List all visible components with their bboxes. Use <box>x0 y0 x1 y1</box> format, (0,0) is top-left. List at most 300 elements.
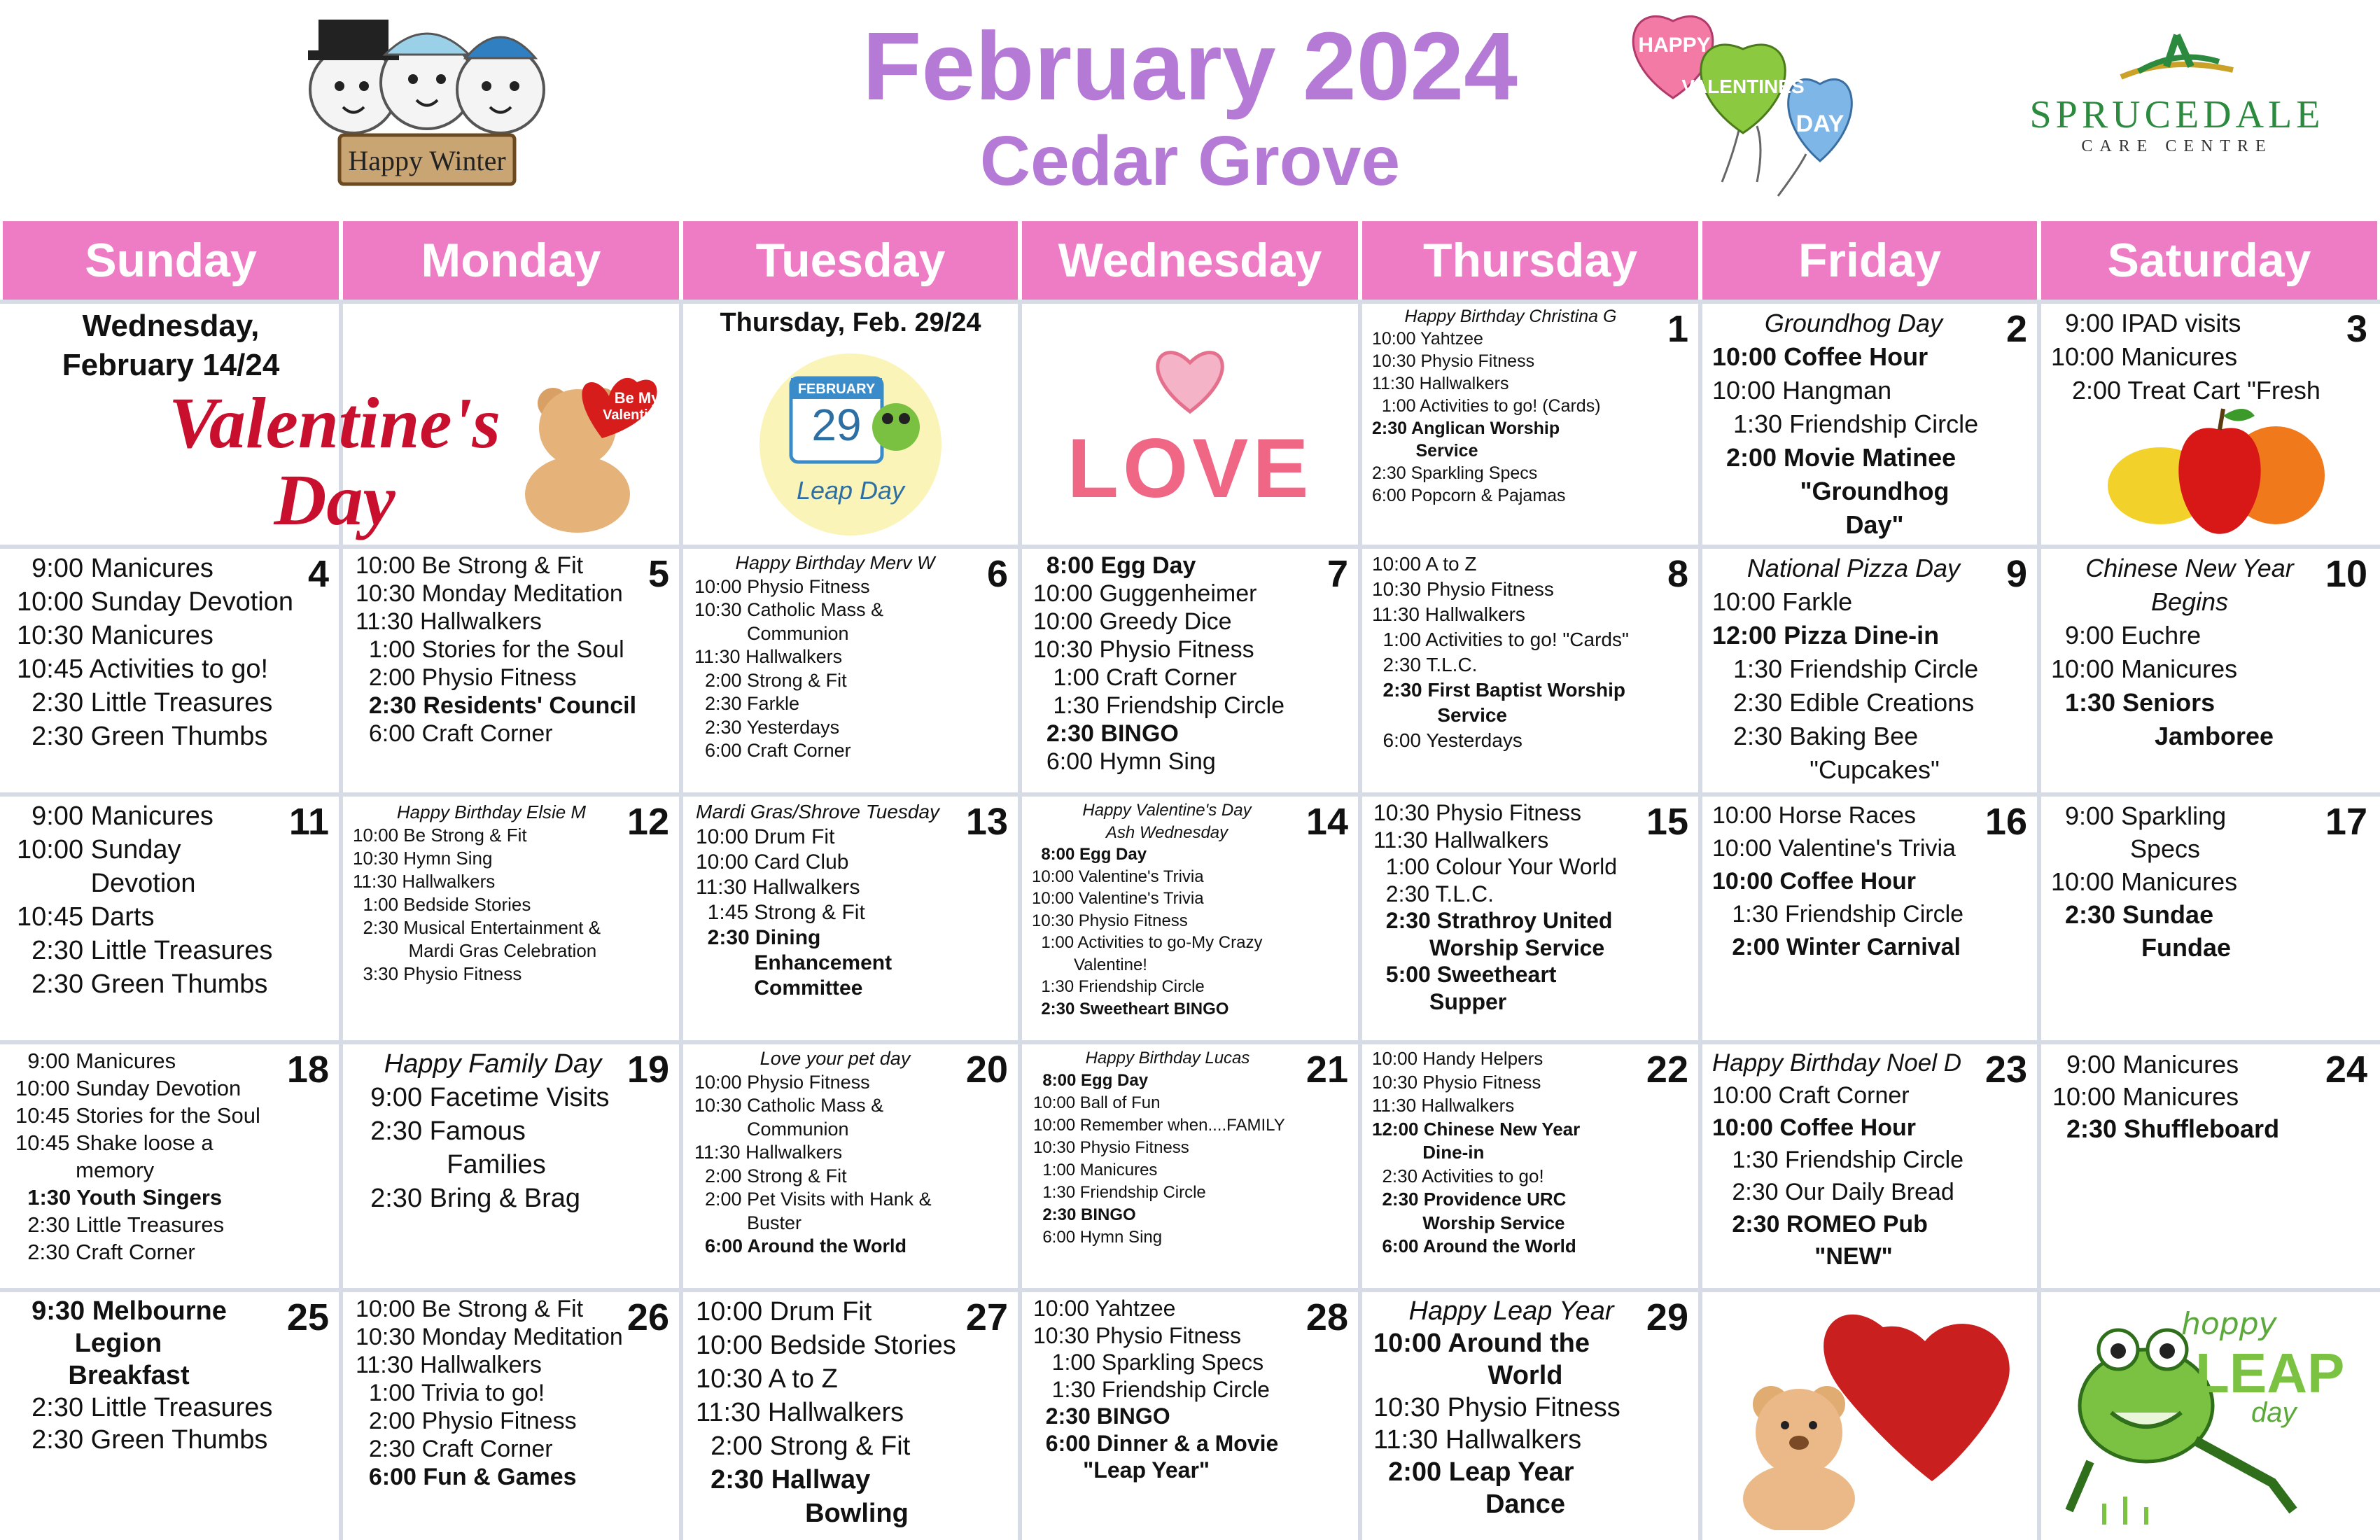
event-item: Day" <box>1845 510 1904 539</box>
day-header-sunday: Sunday <box>3 221 339 300</box>
event-item: 2:30 Sundae <box>2051 900 2214 929</box>
event-item: Love your pet day <box>760 1048 911 1069</box>
event-item: 10:00 Handy Helpers <box>1372 1048 1544 1069</box>
event-item: 1:00 Bedside Stories <box>353 894 531 915</box>
event-item: 1:30 Friendship Circle <box>1712 654 1979 683</box>
event-item: 8:00 Egg Day <box>1033 552 1196 579</box>
day-cell-week5-sunday <box>3 1292 339 1540</box>
event-item: Devotion <box>17 869 196 898</box>
note-line-1: Wednesday, <box>82 309 260 343</box>
event-item: 10:00 Card Club <box>696 850 849 874</box>
leap-day-cal-month: FEBRUARY <box>797 382 876 397</box>
event-item: 10:00 Be Strong & Fit <box>356 1296 584 1322</box>
teddy-bear-heart-icon <box>497 354 679 536</box>
balloon-word-happy: HAPPY <box>1638 34 1711 57</box>
day-cell-week1-monday <box>343 304 679 545</box>
event-item: Dance <box>1485 1490 1566 1519</box>
event-item: 2:30 Activities to go! <box>1372 1165 1544 1186</box>
event-item: 10:30 Physio Fitness <box>1372 578 1554 600</box>
event-item: 2:30 Baking Bee <box>1712 722 1919 750</box>
day-number: 26 <box>626 1296 669 1338</box>
event-item: 10:00 Hangman <box>1712 376 1892 405</box>
day-number: 14 <box>1306 801 1348 843</box>
event-item: 2:30 Green Thumbs <box>17 969 268 999</box>
event-item: 11:30 Hallwalkers <box>1373 1425 1582 1455</box>
event-item: 2:00 Movie Matinee <box>1726 443 1956 472</box>
event-item: 1:30 Friendship Circle <box>1033 1183 1206 1202</box>
note-line-2: February 14/24 <box>62 348 280 382</box>
day-number: 18 <box>286 1049 329 1091</box>
be-my-valentine-line1: Be My <box>614 389 660 407</box>
event-item: 10:00 Manicures <box>2052 1082 2239 1111</box>
event-item: Mardi Gras/Shrove Tuesday <box>696 801 940 822</box>
event-item: 10:00 Be Strong & Fit <box>356 552 584 579</box>
event-item: 2:30 Edible Creations <box>1712 688 1975 717</box>
event-item: 1:30 Seniors <box>2051 688 2216 717</box>
event-item: Communion <box>694 622 849 644</box>
day-cell-week5-thursday <box>1362 1292 1698 1540</box>
day-cell-week2-wednesday <box>1022 549 1358 792</box>
event-item: 2:30 Sweetheart BINGO <box>1032 999 1229 1018</box>
event-item: 11:30 Hallwalkers <box>1372 603 1525 625</box>
event-item: 10:30 Monday Meditation <box>356 1324 623 1350</box>
event-item: 10:30 Manicures <box>17 621 214 650</box>
event-item: Breakfast <box>68 1361 190 1390</box>
event-item: Chinese New Year <box>2085 554 2294 582</box>
day-cell-week1-tuesday <box>683 304 1018 545</box>
event-item: 10:00 Coffee Hour <box>1712 868 1916 895</box>
day-cell-week4-wednesday <box>1022 1044 1358 1288</box>
event-item: Mardi Gras Celebration <box>353 940 597 961</box>
balloon-word-day: DAY <box>1795 111 1844 137</box>
day-cell-week2-sunday <box>3 549 339 792</box>
event-list <box>1702 549 2037 787</box>
day-number: 1 <box>1667 308 1688 350</box>
event-item: Happy Birthday Merv W <box>735 552 935 573</box>
event-item: 2:30 First Baptist Worship <box>1372 679 1625 701</box>
day-number: 7 <box>1326 553 1348 595</box>
day-cell-week5-wednesday <box>1022 1292 1358 1540</box>
page-title: February 2024 <box>862 13 1518 120</box>
event-item: 10:00 Manicures <box>2051 654 2238 683</box>
day-cell-week2-monday <box>343 549 679 792</box>
day-number: 19 <box>626 1049 669 1091</box>
event-item: 2:00 Strong & Fit <box>694 1165 847 1186</box>
event-item: 2:30 Providence URC <box>1372 1189 1567 1210</box>
event-item: 10:30 Physio Fitness <box>1373 800 1582 825</box>
event-item: 2:30 Our Daily Bread <box>1712 1179 1954 1205</box>
event-item: Committee <box>696 976 863 1000</box>
event-item: 10:00 Valentine's Trivia <box>1712 835 1956 862</box>
event-item: 6:00 Around the World <box>694 1236 907 1256</box>
day-number: 2 <box>2005 308 2027 350</box>
event-item: 2:30 BINGO <box>1033 1205 1136 1224</box>
day-number: 5 <box>648 553 669 595</box>
event-item: 2:30 Farkle <box>694 693 800 714</box>
event-item: Happy Leap Year <box>1408 1296 1614 1326</box>
event-item: 11:30 Hallwalkers <box>696 1398 904 1427</box>
event-item: 10:30 Physio Fitness <box>1033 1322 1242 1348</box>
event-item: 1:30 Youth Singers <box>15 1185 223 1210</box>
day-number: 10 <box>2325 553 2367 595</box>
event-item: 9:00 Manicures <box>17 554 214 583</box>
event-item: 10:00 Craft Corner <box>1712 1082 1910 1109</box>
event-item: 9:00 Manicures <box>2052 1050 2239 1079</box>
event-list <box>2041 304 2377 407</box>
event-item: Dine-in <box>1372 1142 1485 1163</box>
note-heading: Thursday, Feb. 29/24 <box>720 308 981 337</box>
event-item: Happy Birthday Christina G <box>1404 307 1617 326</box>
event-item: Jamboree <box>2154 722 2274 750</box>
event-item: 2:30 Yesterdays <box>694 716 840 738</box>
event-item: 2:30 Strathroy United <box>1373 908 1613 933</box>
event-item: 10:30 Physio Fitness <box>1033 636 1254 663</box>
happy-winter-clipart <box>287 6 567 209</box>
day-header-wednesday: Wednesday <box>1022 221 1358 300</box>
event-item: 2:30 Residents' Council <box>356 692 637 719</box>
event-item: 2:00 Leap Year <box>1373 1457 1574 1487</box>
event-list <box>1362 549 1698 753</box>
event-item: 2:30 BINGO <box>1033 1404 1170 1429</box>
event-item: 2:00 Treat Cart "Fresh <box>2051 376 2320 405</box>
event-item: 10:00 Around the <box>1373 1329 1590 1358</box>
day-number: 25 <box>286 1296 329 1338</box>
day-cell-week4-monday <box>343 1044 679 1288</box>
event-item: 2:30 Shuffleboard <box>2052 1114 2280 1143</box>
event-item: 9:00 Sparkling <box>2051 802 2227 830</box>
day-number: 9 <box>2005 553 2027 595</box>
event-list <box>1022 549 1358 776</box>
event-item: 2:00 Winter Carnival <box>1712 934 1961 960</box>
event-item: 2:30 Dining <box>696 926 821 949</box>
day-header-friday: Friday <box>1702 221 2037 300</box>
event-item: 10:00 Ball of Fun <box>1033 1093 1161 1112</box>
event-item: 2:00 Strong & Fit <box>694 669 847 691</box>
event-item: 6:00 Fun & Games <box>356 1464 577 1490</box>
day-cell-week3-tuesday <box>683 797 1018 1040</box>
event-item: Valentine! <box>1032 955 1147 974</box>
event-item: "Leap Year" <box>1033 1457 1210 1483</box>
day-number: 28 <box>1306 1296 1348 1338</box>
sprucedale-logo <box>2016 28 2338 168</box>
event-item: 1:00 Trivia to go! <box>356 1380 545 1406</box>
event-item: 2:30 Green Thumbs <box>17 1425 268 1455</box>
leap-word: LEAP <box>2195 1342 2345 1404</box>
event-item: 1:30 Friendship Circle <box>1032 977 1205 996</box>
event-item: 10:00 Manicures <box>2051 867 2238 896</box>
event-item: 2:30 Craft Corner <box>356 1436 553 1462</box>
event-item: 9:00 Manicures <box>15 1049 176 1073</box>
day-number: 4 <box>307 553 329 595</box>
event-item: 1:30 Friendship Circle <box>1712 1147 1964 1173</box>
event-item: 2:30 T.L.C. <box>1372 654 1478 676</box>
day-cell-week1-wednesday <box>1022 304 1358 545</box>
day-header-thursday: Thursday <box>1362 221 1698 300</box>
day-number: 11 <box>288 801 329 843</box>
day-number: 16 <box>1984 801 2027 843</box>
event-item: 11:30 Hallwalkers <box>1372 374 1509 393</box>
event-item: 11:30 Hallwalkers <box>356 608 542 635</box>
event-item: 11:30 Hallwalkers <box>694 646 843 667</box>
day-cell-week3-wednesday <box>1022 797 1358 1040</box>
event-item: Happy Birthday Lucas <box>1085 1049 1250 1068</box>
event-item: Service <box>1372 441 1478 461</box>
event-item: Groundhog Day <box>1764 309 1943 337</box>
event-item: 6:00 Craft Corner <box>356 720 553 747</box>
day-word: day <box>2251 1397 2297 1428</box>
day-number: 6 <box>986 553 1008 595</box>
day-cell-week2-saturday <box>2041 549 2377 792</box>
page-subtitle: Cedar Grove <box>979 122 1401 200</box>
event-item: 1:00 Activities to go! "Cards" <box>1372 629 1629 650</box>
event-item: National Pizza Day <box>1746 554 1961 582</box>
event-item: 10:00 Physio Fitness <box>694 1071 870 1093</box>
event-item: 11:30 Hallwalkers <box>694 1142 843 1163</box>
event-item: 2:30 Green Thumbs <box>17 722 268 751</box>
event-list <box>343 549 679 748</box>
event-item: 2:30 T.L.C. <box>1373 881 1494 906</box>
day-header-monday: Monday <box>343 221 679 300</box>
event-item: 10:00 Coffee Hour <box>1712 1114 1916 1141</box>
event-item: 10:00 Yahtzee <box>1372 329 1483 349</box>
event-item: Supper <box>1373 988 1507 1014</box>
event-item: 9:30 Melbourne <box>17 1296 227 1326</box>
day-cell-week1-thursday <box>1362 304 1698 545</box>
event-item: 6:00 Craft Corner <box>694 740 851 761</box>
day-cell-week3-sunday <box>3 797 339 1040</box>
event-item: Service <box>1372 704 1507 726</box>
day-cell-week1-friday <box>1702 304 2037 545</box>
day-cell-week3-thursday <box>1362 797 1698 1040</box>
day-cell-week5-tuesday <box>683 1292 1018 1540</box>
love-heart-icon <box>1148 342 1232 419</box>
event-item: 5:00 Sweetheart <box>1373 962 1557 987</box>
fruit-clipart <box>2104 402 2328 542</box>
day-cell-week3-saturday <box>2041 797 2377 1040</box>
event-list <box>683 549 1018 763</box>
event-item: 9:00 Euchre <box>2051 621 2202 650</box>
event-item: 1:30 Friendship Circle <box>1712 901 1964 927</box>
event-item: 1:45 Strong & Fit <box>696 901 865 924</box>
event-item: 1:00 Manicures <box>1033 1161 1158 1180</box>
event-item: 8:00 Egg Day <box>1033 1071 1149 1090</box>
day-number: 8 <box>1667 553 1688 595</box>
event-item: 10:00 Coffee Hour <box>1712 342 1928 371</box>
event-item: 10:00 Sunday Devotion <box>17 587 294 617</box>
event-item: 2:30 Famous <box>356 1116 526 1146</box>
event-item: 11:30 Hallwalkers <box>1372 1095 1515 1116</box>
event-item: 2:00 Physio Fitness <box>356 1408 577 1434</box>
event-item: 6:00 Popcorn & Pajamas <box>1372 486 1566 505</box>
event-item: 10:30 Catholic Mass & <box>694 599 884 620</box>
event-item: 10:00 Greedy Dice <box>1033 608 1232 635</box>
event-item: 10:45 Shake loose a <box>15 1130 214 1155</box>
event-item: Happy Family Day <box>384 1049 602 1079</box>
leap-day-caption: Leap Day <box>796 476 905 505</box>
day-cell-week2-tuesday <box>683 549 1018 792</box>
event-item: Families <box>447 1150 546 1180</box>
event-item: 10:00 Be Strong & Fit <box>353 825 527 846</box>
event-item: 1:00 Craft Corner <box>1033 664 1238 691</box>
day-number: 20 <box>965 1049 1008 1091</box>
logo-tagline: CARE CENTRE <box>2081 137 2273 155</box>
event-item: Specs <box>2129 834 2201 863</box>
day-header-tuesday: Tuesday <box>683 221 1018 300</box>
event-item: 1:30 Friendship Circle <box>1033 692 1285 719</box>
day-cell-week2-thursday <box>1362 549 1698 792</box>
day-cell-week5-friday <box>1702 1292 2037 1540</box>
day-cell-week4-thursday <box>1362 1044 1698 1288</box>
event-item: 1:30 Friendship Circle <box>1712 410 1979 438</box>
event-item: "NEW" <box>1814 1243 1893 1270</box>
event-item: 10:00 Valentine's Trivia <box>1032 889 1204 908</box>
event-item: 2:00 Physio Fitness <box>356 664 577 691</box>
event-item: 10:30 Physio Fitness <box>1372 1071 1541 1093</box>
event-item: 12:00 Chinese New Year <box>1372 1118 1581 1140</box>
calendar-header <box>0 0 2380 217</box>
event-item: 12:00 Pizza Dine-in <box>1712 621 1940 650</box>
event-item: 10:45 Stories for the Soul <box>15 1103 260 1128</box>
event-item: 10:30 Physio Fitness <box>1373 1393 1620 1422</box>
event-item: 10:30 Monday Meditation <box>356 580 623 607</box>
day-number: 13 <box>965 801 1008 843</box>
love-word-clipart: LOVE <box>1067 421 1313 515</box>
event-item: 10:00 A to Z <box>1372 553 1477 575</box>
event-item: 9:00 Manicures <box>17 802 214 831</box>
day-number: 27 <box>965 1296 1008 1338</box>
event-item: 2:30 Hallway <box>696 1465 871 1494</box>
event-item: 10:00 Sunday <box>17 835 181 864</box>
event-item: 11:30 Hallwalkers <box>1373 827 1549 853</box>
day-cell-week3-monday <box>343 797 679 1040</box>
day-cell-week2-friday <box>1702 549 2037 792</box>
event-item: 2:30 Little Treasures <box>17 936 273 965</box>
event-item: 10:00 Remember when....FAMILY <box>1033 1116 1285 1135</box>
day-number: 17 <box>2325 801 2367 843</box>
event-item: 10:00 Manicures <box>2051 342 2238 371</box>
day-cell-week4-sunday <box>3 1044 339 1288</box>
event-item: 11:30 Hallwalkers <box>353 871 496 892</box>
day-number: 12 <box>626 801 669 843</box>
event-item: 2:00 Pet Visits with Hank & <box>694 1189 932 1210</box>
day-number: 15 <box>1646 801 1688 843</box>
event-item: 6:00 Around the World <box>1372 1236 1576 1256</box>
event-item: 10:00 Physio Fitness <box>694 575 870 597</box>
event-item: 10:00 Drum Fit <box>696 825 835 848</box>
event-item: 10:30 Physio Fitness <box>1372 351 1535 371</box>
event-item: 1:00 Activities to go-My Crazy <box>1032 933 1263 952</box>
event-item: World <box>1488 1361 1563 1390</box>
event-item: 6:00 Hymn Sing <box>1033 1228 1163 1247</box>
day-number: 22 <box>1646 1049 1688 1091</box>
event-item: 11:30 Hallwalkers <box>356 1352 542 1378</box>
event-item: 1:00 Colour Your World <box>1373 854 1618 879</box>
event-item: 6:00 Dinner & a Movie <box>1033 1430 1279 1456</box>
be-my-valentine-line2: Valentine <box>603 407 664 423</box>
day-cell-week4-saturday <box>2041 1044 2377 1288</box>
event-item: 2:30 Sparkling Specs <box>1372 463 1538 483</box>
event-item: 2:30 ROMEO Pub <box>1712 1211 1928 1238</box>
event-item: 10:00 Valentine's Trivia <box>1032 867 1204 886</box>
event-item: 9:00 IPAD visits <box>2051 309 2241 337</box>
event-item: Enhancement <box>696 951 892 974</box>
event-item: 2:00 Strong & Fit <box>696 1432 911 1461</box>
event-item: 10:30 Physio Fitness <box>1033 1138 1189 1157</box>
day-number: 29 <box>1646 1296 1688 1338</box>
event-item: 1:00 Activities to go! (Cards) <box>1372 396 1601 416</box>
event-item: 1:00 Stories for the Soul <box>356 636 624 663</box>
event-item: 10:00 Farkle <box>1712 587 1853 616</box>
event-item: memory <box>15 1158 155 1182</box>
day-number: 23 <box>1984 1049 2027 1091</box>
happy-winter-caption: Happy Winter <box>348 145 506 176</box>
event-item: Begins <box>2150 587 2229 616</box>
event-item: 10:30 Physio Fitness <box>1032 911 1188 930</box>
day-cell-week5-saturday <box>2041 1292 2377 1540</box>
day-cell-week4-friday <box>1702 1044 2037 1288</box>
event-item: Bowling <box>805 1499 909 1528</box>
event-item: 6:00 Yesterdays <box>1372 729 1522 751</box>
event-item: Buster <box>694 1212 802 1233</box>
event-item: 10:30 Hymn Sing <box>353 848 493 869</box>
event-item: Legion <box>74 1329 162 1358</box>
event-item: 10:00 Yahtzee <box>1033 1296 1176 1321</box>
event-item: 2:30 Anglican Worship <box>1372 419 1560 438</box>
day-cell-week4-tuesday <box>683 1044 1018 1288</box>
event-item: 6:00 Hymn Sing <box>1033 748 1216 775</box>
event-item: 9:00 Facetime Visits <box>356 1083 610 1112</box>
event-item: 10:00 Bedside Stories <box>696 1331 956 1360</box>
event-item: Communion <box>694 1118 849 1140</box>
event-item: Happy Valentine's Day <box>1082 801 1252 820</box>
event-item: "Cupcakes" <box>1809 755 1940 784</box>
event-item: 10:00 Sunday Devotion <box>15 1076 241 1100</box>
logo-name: SPRUCEDALE <box>2029 93 2325 136</box>
event-item: 11:30 Hallwalkers <box>696 876 860 899</box>
event-item: Worship Service <box>1372 1212 1565 1233</box>
event-list <box>1702 304 2037 542</box>
event-item: Worship Service <box>1373 934 1605 960</box>
event-item: 10:00 Drum Fit <box>696 1297 872 1326</box>
valentines-day-script: Valentine's Day <box>169 383 500 540</box>
event-item: 10:30 A to Z <box>696 1364 838 1394</box>
event-item: "Groundhog <box>1800 477 1949 505</box>
day-number: 24 <box>2325 1049 2367 1091</box>
hoppy-word: hoppy <box>2181 1306 2277 1342</box>
event-item: 10:45 Activities to go! <box>17 654 269 684</box>
day-header-saturday: Saturday <box>2041 221 2377 300</box>
day-cell-week3-friday <box>1702 797 2037 1040</box>
balloon-word-valentines: VALENTINES <box>1681 76 1805 97</box>
event-item: 2:30 Musical Entertainment & <box>353 917 601 938</box>
event-list <box>3 549 339 753</box>
event-item: 2:30 Little Treasures <box>17 1393 273 1422</box>
event-item: 2:30 Bring & Brag <box>356 1184 581 1213</box>
event-item: Happy Birthday Noel D <box>1712 1049 1961 1077</box>
event-item: 10:45 Darts <box>17 902 155 932</box>
event-item: 2:30 Little Treasures <box>17 688 273 718</box>
event-item: Fundae <box>2141 933 2231 962</box>
event-item: 10:00 Horse Races <box>1712 802 1917 829</box>
leap-day-cal-day: 29 <box>811 400 862 450</box>
event-item: 2:30 BINGO <box>1033 720 1179 747</box>
teddy-bear-with-heart-icon <box>1722 1299 2016 1530</box>
day-number: 21 <box>1306 1049 1348 1091</box>
event-item: 3:30 Physio Fitness <box>353 963 522 984</box>
event-item: 8:00 Egg Day <box>1032 845 1147 864</box>
event-item: 1:00 Sparkling Specs <box>1033 1350 1264 1375</box>
event-item: 10:00 Guggenheimer <box>1033 580 1257 607</box>
